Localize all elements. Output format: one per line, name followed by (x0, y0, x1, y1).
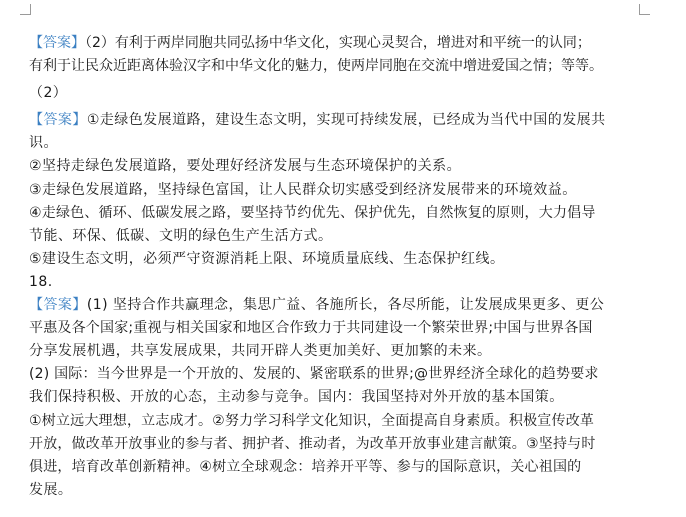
doc-line-text: ①走绿色发展道路，建设生态文明，实现可持续发展，已经成为当代中国的发展共 (86, 112, 606, 129)
answer-tag: 【答案】 (29, 35, 85, 51)
doc-line-text: 平惠及各个国家;重视与相关国家和地区合作致力于共同建设一个繁荣世界;中国与世界各国 (29, 320, 593, 337)
doc-line (29, 317, 669, 340)
doc-line (29, 248, 669, 271)
doc-line (29, 109, 669, 132)
doc-line (29, 132, 669, 155)
doc-line-text: 节能、环保、低碳、文明的绿色生产生活方式。 (29, 227, 333, 244)
doc-line-text: ②坚持走绿色发展道路，要处理好经济发展与生态环境保护的关系。 (29, 158, 462, 175)
doc-line-text: 开放，做改革开放事业的参与者、拥护者、推动者，为改革开放事业建言献策。③坚持与时 (29, 435, 596, 452)
doc-line-text: (1) 坚持合作共赢理念，集思广益、各施所长，各尽所能，让发展成果更多、更公 (86, 297, 605, 314)
doc-line (29, 433, 669, 456)
doc-line-text: 俱进，培育改革创新精神。④树立全球观念：培养开平等、参与的国际意识，关心祖国的 (29, 458, 582, 475)
doc-line (29, 294, 669, 317)
doc-line (29, 225, 669, 248)
crop-mark-top-right (639, 4, 650, 15)
doc-line-text: 发展。 (29, 481, 73, 498)
doc-line (29, 386, 669, 409)
doc-line (29, 363, 669, 386)
doc-line (29, 202, 669, 225)
doc-line (29, 271, 669, 294)
doc-line (29, 155, 669, 178)
crop-mark-top-left (20, 4, 31, 15)
document-body (29, 32, 669, 502)
doc-line (29, 179, 669, 202)
doc-line (29, 410, 669, 433)
doc-line-text: 有利于让民众近距离体验汉字和中华文化的魅力，使两岸同胞在交流中增进爱国之情；等等。 (29, 58, 603, 75)
doc-line-text: ③走绿色发展道路，坚持绿色富国，让人民群众切实感受到经济发展带来的环境效益。 (29, 181, 577, 198)
doc-line-text: 18. (29, 273, 53, 290)
doc-line-text: （2）有利于两岸同胞共同弘扬中华文化，实现心灵契合，增进对和平统一的认同； (85, 35, 591, 51)
doc-line-text: 我们保持积极、开放的心态，主动参与竞争。国内：我国坚持对外开放的基本国策。 (29, 389, 564, 406)
doc-line (29, 340, 669, 363)
doc-line (29, 82, 669, 105)
doc-line-text: 识。 (29, 135, 58, 152)
doc-line-text: ①树立远大理想，立志成才。②努力学习科学文化知识，全面提高自身素质。积极宣传改革 (29, 412, 595, 429)
doc-line-text: ⑤建设生态文明，必须严守资源消耗上限、环境质量底线、生态保护红线。 (29, 250, 505, 267)
answer-tag: 【答案】 (29, 297, 87, 314)
doc-line (29, 456, 669, 479)
doc-line-text: (2) 国际：当今世界是一个开放的、发展的、紧密联系的世界;@世界经济全球化的趋势要求 (29, 366, 599, 383)
doc-line-text: ④走绿色、循环、低碳发展之路，要坚持节约优先、保护优先，自然恢复的原则，大力倡导 (29, 204, 596, 221)
doc-line (29, 32, 669, 55)
answer-tag: 【答案】 (29, 112, 87, 129)
doc-line (29, 479, 669, 502)
doc-line (29, 55, 669, 78)
doc-line-text: 分享发展机遇，共享发展成果，共同开辟人类更加美好、更加繁的未来。 (29, 343, 492, 360)
doc-line-text: （2） (29, 85, 68, 102)
